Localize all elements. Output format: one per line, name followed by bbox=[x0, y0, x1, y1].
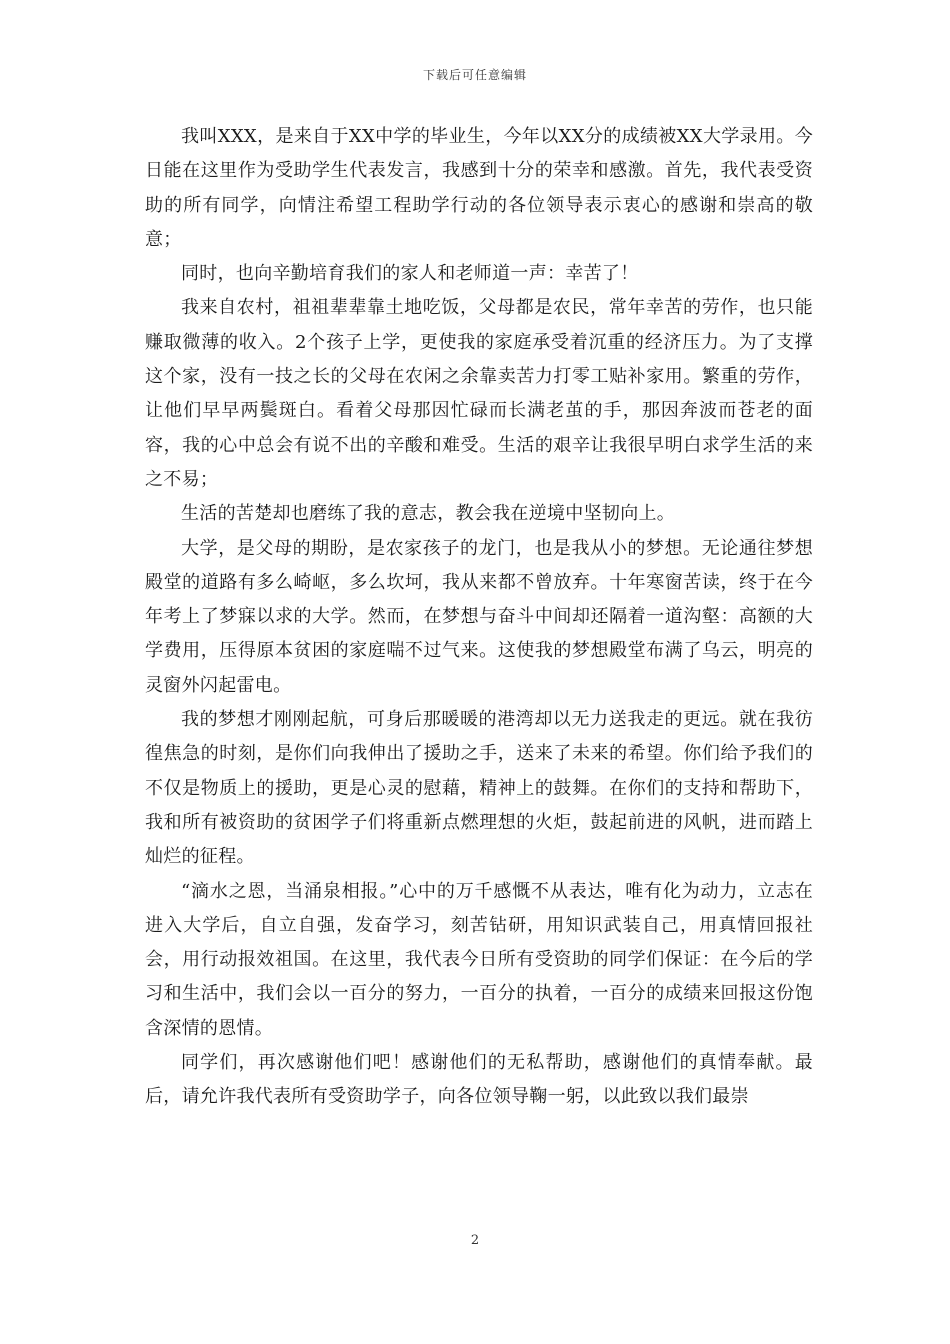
page-header: 下载后可任意编辑 bbox=[422, 68, 527, 82]
paragraph: 大学，是父母的期盼，是农家孩子的龙门，也是我从小的梦想。无论通往梦想殿堂的道路有多么崎岖，多么坎坷，我从来都不曾放弃。十年寒窗苦读，终于在今年考上了梦寐以求的大学。然而，在梦想与奋斗中间却还隔着一道沟壑：高额的大学费用，压得原本贫困的家庭喘不过气来。这使我的梦想殿堂布满了乌云，明亮的灵窗外闪起雷电。 bbox=[145, 537, 813, 696]
page-number: 2 bbox=[470, 1233, 480, 1248]
paragraph: 同时，也向辛勤培育我们的家人和老师道一声：幸苦了！ bbox=[181, 263, 639, 285]
paragraph: 我来自农村，祖祖辈辈靠土地吃饭，父母都是农民，常年幸苦的劳作，也只能赚取微薄的收入。2个孩子上学，更使我的家庭承受着沉重的经济压力。为了支撑这个家，没有一技之长的父母在农闲之余靠卖苦力打零工贴补家用。繁重的劳作，让他们早早两鬓斑白。看着父母那因忙碌而长满老茧的手，那因奔波而苍老的面容，我的心中总会有说不出的辛酸和难受。生活的艰辛让我很早明白求学生活的来之不易； bbox=[145, 297, 813, 490]
document-body bbox=[145, 120, 813, 1115]
paragraph: 同学们，再次感谢他们吧！感谢他们的无私帮助，感谢他们的真情奉献。最后，请允许我代表所有受资助学子，向各位领导鞠一躬，以此致以我们最崇 bbox=[145, 1052, 813, 1108]
paragraph: 我的梦想才刚刚起航，可身后那暖暖的港湾却以无力送我走的更远。就在我彷徨焦急的时刻，是你们向我伸出了援助之手，送来了未来的希望。你们给予我们的不仅是物质上的援助，更是心灵的慰藉，精神上的鼓舞。在你们的支持和帮助下，我和所有被资助的贫困学子们将重新点燃理想的火炬，鼓起前进的风帆，进而踏上灿烂的征程。 bbox=[145, 709, 813, 868]
paragraph: 我叫XXX，是来自于XX中学的毕业生，今年以XX分的成绩被XX大学录用。今日能在这里作为受助学生代表发言，我感到十分的荣幸和感激。首先，我代表受资助的所有同学，向情注希望工程助学行动的各位领导表示衷心的感谢和崇高的敬意； bbox=[145, 126, 813, 250]
paragraph: 生活的苦楚却也磨练了我的意志，教会我在逆境中坚韧向上。 bbox=[181, 503, 676, 525]
paragraph: “滴水之恩，当涌泉相报。”心中的万千感慨不从表达，唯有化为动力，立志在进入大学后，自立自强，发奋学习，刻苦钻研，用知识武装自己，用真情回报社会，用行动报效祖国。在这里，我代表今日所有受资助的同学们保证：在今后的学习和生活中，我们会以一百分的努力，一百分的执着，一百分的成绩来回报这份饱含深情的恩情。 bbox=[145, 880, 813, 1039]
